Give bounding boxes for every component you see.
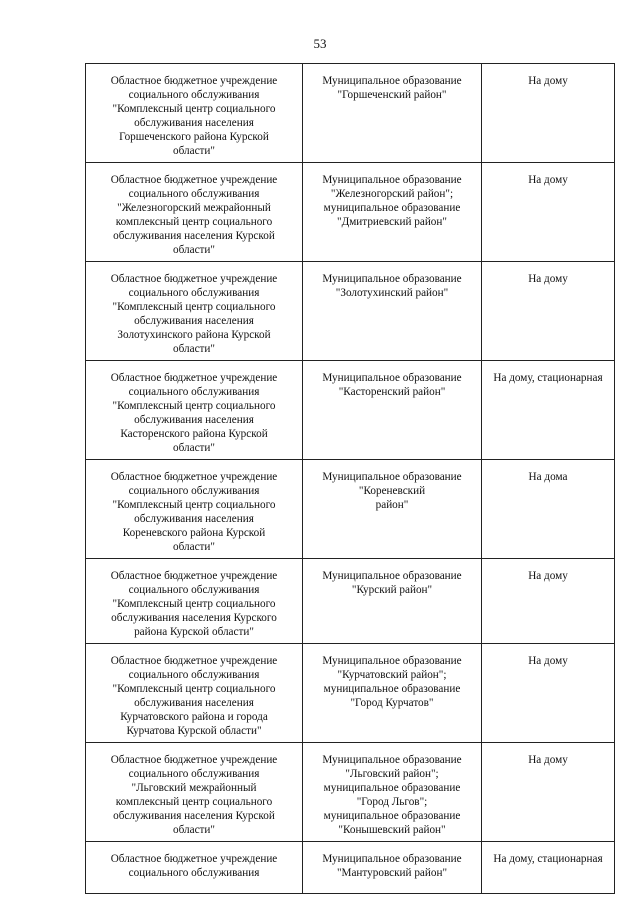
municipality-cell: Муниципальное образование "Курчатовский район"; муниципальное образование "Город Курчатов" [303, 644, 482, 743]
table-row [86, 64, 615, 163]
table-row [86, 262, 615, 361]
municipality-cell: Муниципальное образование "Мантуровский район" [303, 842, 482, 894]
institution-cell: Областное бюджетное учреждение социального обслуживания "Льговский межрайонный комплексный центр социального обслуживания населения Курской области" [86, 743, 303, 842]
municipality-cell: Муниципальное образование "Касторенский район" [303, 361, 482, 460]
table-row [86, 361, 615, 460]
institution-cell: Областное бюджетное учреждение социального обслуживания "Комплексный центр социального обслуживания населения Кореневского района Курской области" [86, 460, 303, 559]
table-row [86, 842, 615, 894]
table-row [86, 644, 615, 743]
service-form-cell: На дому, стационарная [482, 842, 615, 894]
institution-cell: Областное бюджетное учреждение социального обслуживания "Комплексный центр социального обслуживания населения Горшеченского района Курской области" [86, 64, 303, 163]
institution-cell: Областное бюджетное учреждение социального обслуживания "Комплексный центр социального обслуживания населения Касторенского района Курской области" [86, 361, 303, 460]
institution-cell: Областное бюджетное учреждение социального обслуживания "Комплексный центр социального обслуживания населения Курчатовского района и города Курчатова Курской области" [86, 644, 303, 743]
table-row [86, 559, 615, 644]
service-form-cell: На дому, стационарная [482, 361, 615, 460]
table-row [86, 163, 615, 262]
municipality-cell: Муниципальное образование "Курский район" [303, 559, 482, 644]
institution-cell: Областное бюджетное учреждение социального обслуживания "Железногорский межрайонный комплексный центр социального обслуживания населения Курской области" [86, 163, 303, 262]
municipality-cell: Муниципальное образование "Золотухинский район" [303, 262, 482, 361]
institution-cell: Областное бюджетное учреждение социального обслуживания [86, 842, 303, 894]
municipality-cell: Муниципальное образование "Льговский район"; муниципальное образование "Город Льгов"; муниципальное образование "Конышевский район" [303, 743, 482, 842]
institution-cell: Областное бюджетное учреждение социального обслуживания "Комплексный центр социального обслуживания населения Золотухинского района Курской области" [86, 262, 303, 361]
service-form-cell: На дому [482, 644, 615, 743]
table-row [86, 743, 615, 842]
service-form-cell: На дому [482, 559, 615, 644]
service-form-cell: На дому [482, 743, 615, 842]
service-form-cell: На дому [482, 163, 615, 262]
municipality-cell: Муниципальное образование "Железногорский район"; муниципальное образование "Дмитриевский район" [303, 163, 482, 262]
institution-cell: Областное бюджетное учреждение социального обслуживания "Комплексный центр социального обслуживания населения Курского района Курской области" [86, 559, 303, 644]
municipality-cell: Муниципальное образование "Кореневский район" [303, 460, 482, 559]
service-form-cell: На дома [482, 460, 615, 559]
services-table [85, 63, 615, 894]
municipality-cell: Муниципальное образование "Горшеченский район" [303, 64, 482, 163]
page-number: 53 [313, 36, 327, 51]
table-row [86, 460, 615, 559]
service-form-cell: На дому [482, 262, 615, 361]
service-form-cell: На дому [482, 64, 615, 163]
